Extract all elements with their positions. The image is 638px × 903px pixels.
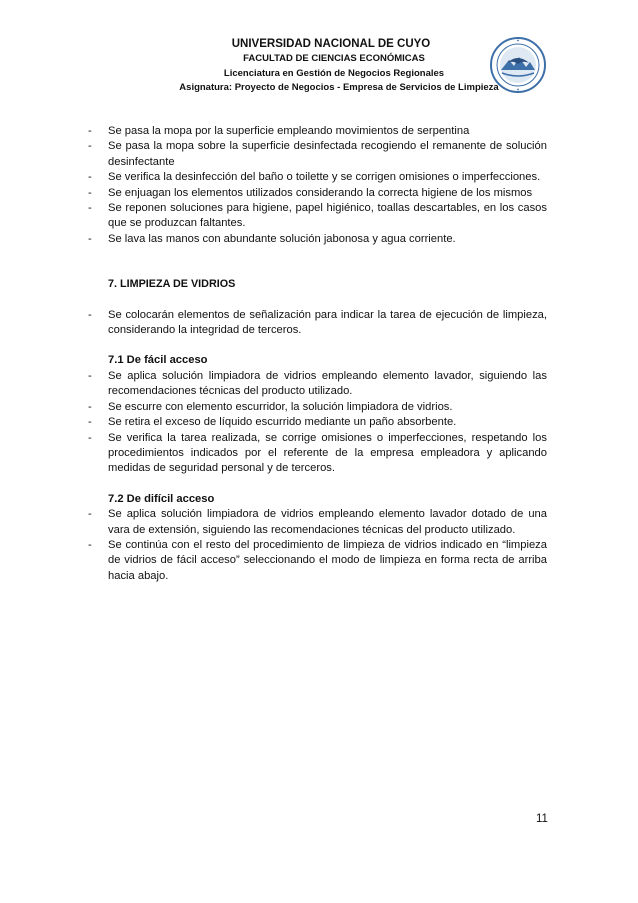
bullet-dash: - <box>88 125 92 137</box>
list-item <box>88 369 547 400</box>
subject-name: Asignatura: Proyecto de Negocios - Empresa de Servicios de Limpieza <box>179 82 499 93</box>
list-item-text: Se aplica solución limpiadora de vidrios empleando elemento lavador, siguiendo las recomendaciones técnicas del producto utilizado. <box>108 369 547 398</box>
list-item-text: Se enjuagan los elementos utilizados considerando la correcta higiene de los mismos <box>108 186 533 199</box>
list-item-text: Se pasa la mopa sobre la superficie desinfectada recogiendo el remanente de solución desinfectante <box>108 140 547 168</box>
list-item <box>88 186 547 201</box>
bullet-dash: - <box>88 140 92 153</box>
university-seal-icon <box>489 36 547 94</box>
list-item-text: Se reponen soluciones para higiene, papel higiénico, toallas descartables, en los casos que se produzcan faltantes. <box>108 202 547 230</box>
document-body <box>88 124 547 584</box>
list-item <box>88 400 547 415</box>
list-item-text: Se colocarán elementos de señalización para indicar la tarea de ejecución de limpieza, considerando la integridad de terceros. <box>108 308 547 337</box>
list-item-text: Se lava las manos con abundante solución jabonosa y agua corriente. <box>108 232 456 245</box>
bullet-dash: - <box>88 538 92 551</box>
bullet-dash: - <box>88 202 92 215</box>
bullet-dash: - <box>88 369 92 382</box>
list-item <box>88 139 547 170</box>
page-number: 11 <box>536 813 548 825</box>
bullet-dash: - <box>88 508 92 521</box>
list-item-text: Se aplica solución limpiadora de vidrios empleando elemento lavador dotado de una vara de extensión, siguiendo las recomendaciones técnicas del producto utilizado. <box>108 508 547 536</box>
list-item-text: Se retira el exceso de líquido escurrido mediante un paño absorbente. <box>108 416 457 429</box>
list-item-text: Se pasa la mopa por la superficie empleando movimientos de serpentina <box>108 125 470 137</box>
list-item-text: Se continúa con el resto del procedimiento de limpieza de vidrios indicado en “limpieza de vidrios de fácil acceso” seleccionando el modo de limpieza en forma recta de arriba hacia abajo. <box>108 538 547 582</box>
section-heading: 7. LIMPIEZA DE VIDRIOS <box>108 278 236 291</box>
list-item <box>88 124 547 139</box>
bullet-dash: - <box>88 431 92 444</box>
bullet-dash: - <box>88 400 92 413</box>
list-item <box>88 308 547 339</box>
bullet-dash: - <box>88 232 92 245</box>
list-item <box>88 201 547 232</box>
subsection-heading: 7.1 De fácil acceso <box>108 354 208 367</box>
bullet-dash: - <box>88 171 92 184</box>
faculty-name: FACULTAD DE CIENCIAS ECONÓMICAS <box>243 53 425 64</box>
procedure-list <box>88 124 547 247</box>
bullet-dash: - <box>88 186 92 199</box>
degree-name: Licenciatura en Gestión de Negocios Regionales <box>223 68 445 79</box>
university-name: UNIVERSIDAD NACIONAL DE CUYO <box>231 38 431 50</box>
list-item <box>88 170 547 185</box>
list-item <box>88 415 547 430</box>
list-item <box>88 538 547 584</box>
list-item-text: Se escurre con elemento escurridor, la solución limpiadora de vidrios. <box>108 400 453 413</box>
list-item-text: Se verifica la tarea realizada, se corrige omisiones o imperfecciones, respetando los procedimientos indicados por el referente de la empresa empleadora y aplicando medidas de seguridad personal y de terceros. <box>108 431 547 475</box>
list-item-text: Se verifica la desinfección del baño o toilette y se corrigen omisiones o imperfecciones. <box>108 171 541 184</box>
bullet-dash: - <box>88 416 92 429</box>
bullet-dash: - <box>88 308 92 321</box>
subsection-heading: 7.2 De difícil acceso <box>108 492 215 505</box>
list-item <box>88 507 547 538</box>
list-item <box>88 232 547 247</box>
list-item <box>88 431 547 477</box>
